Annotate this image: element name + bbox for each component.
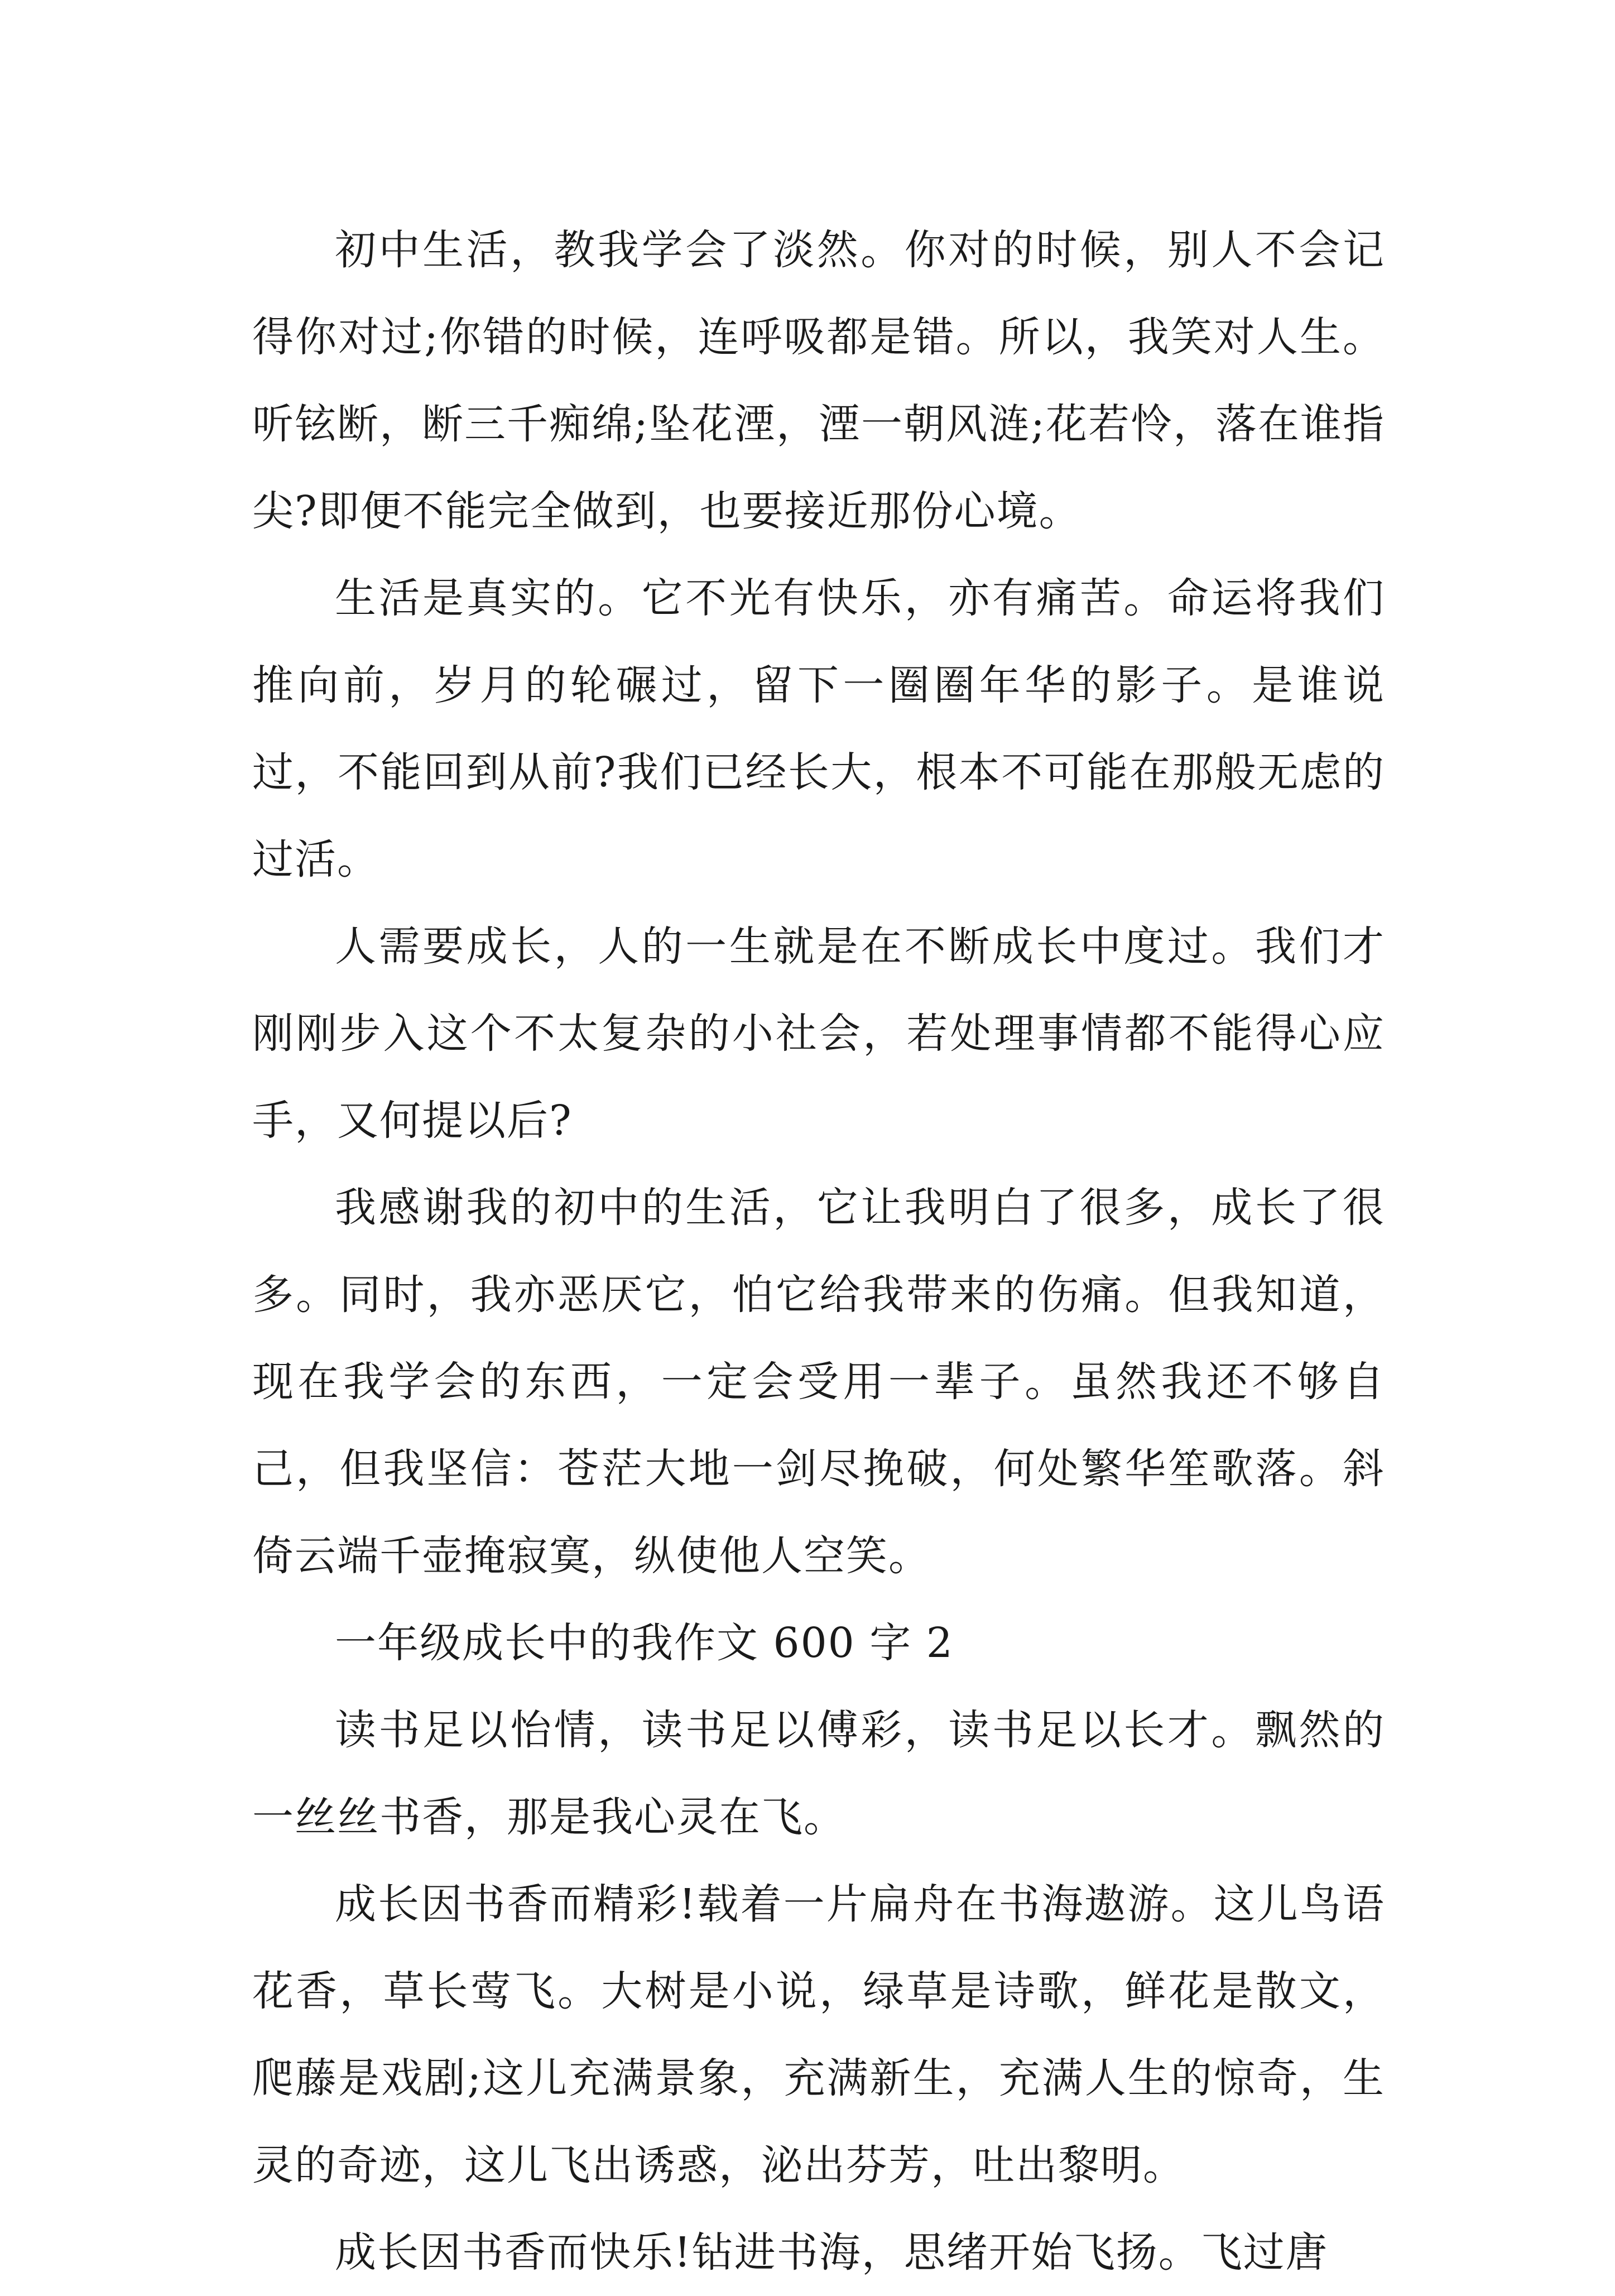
- paragraph-4: 我感谢我的初中的生活，它让我明白了很多，成长了很多。同时，我亦恶厌它，怕它给我带来的伤痛。但我知道，现在我学会的东西，一定会受用一辈子。虽然我还不够自己，但我坚信：苍茫大地一剑尽挽破，何处繁华笙歌落。斜倚云端千壶掩寂寞，纵使他人空笑。: [252, 1184, 1385, 1580]
- paragraph-7: 成长因书香而快乐!钻进书海，思绪开始飞扬。飞过唐: [335, 2228, 1328, 2276]
- paragraph-6: 成长因书香而精彩!载着一片扁舟在书海遨游。这儿鸟语花香，草长莺飞。大树是小说，绿草是诗歌，鲜花是散文，爬藤是戏剧;这儿充满景象，充满新生，充满人生的惊奇，生灵的奇迹，这儿飞出诱惑，泌出芬芳，吐出黎明。: [252, 1880, 1385, 2189]
- section-heading: 一年级成长中的我作文 600 字 2: [335, 1619, 954, 1667]
- paragraph-3: 人需要成长，人的一生就是在不断成长中度过。我们才刚刚步入这个不太复杂的小社会，若处理事情都不能得心应手，又何提以后?: [252, 923, 1385, 1145]
- paragraph-1: 初中生活，教我学会了淡然。你对的时候，别人不会记得你对过;你错的时候，连呼吸都是错。所以，我笑对人生。听铉断，断三千痴绵;坠花湮，湮一朝风涟;花若怜，落在谁指尖?即便不能完全做到，也要接近那份心境。: [252, 226, 1385, 535]
- paragraph-2: 生活是真实的。它不光有快乐，亦有痛苦。命运将我们推向前，岁月的轮碾过，留下一圈圈年华的影子。是谁说过，不能回到从前?我们已经长大，根本不可能在那般无虑的过活。: [252, 574, 1385, 883]
- document-body: [252, 206, 1385, 2296]
- paragraph-5: 读书足以怡情，读书足以傅彩，读书足以长才。飘然的一丝丝书香，那是我心灵在飞。: [252, 1706, 1385, 1841]
